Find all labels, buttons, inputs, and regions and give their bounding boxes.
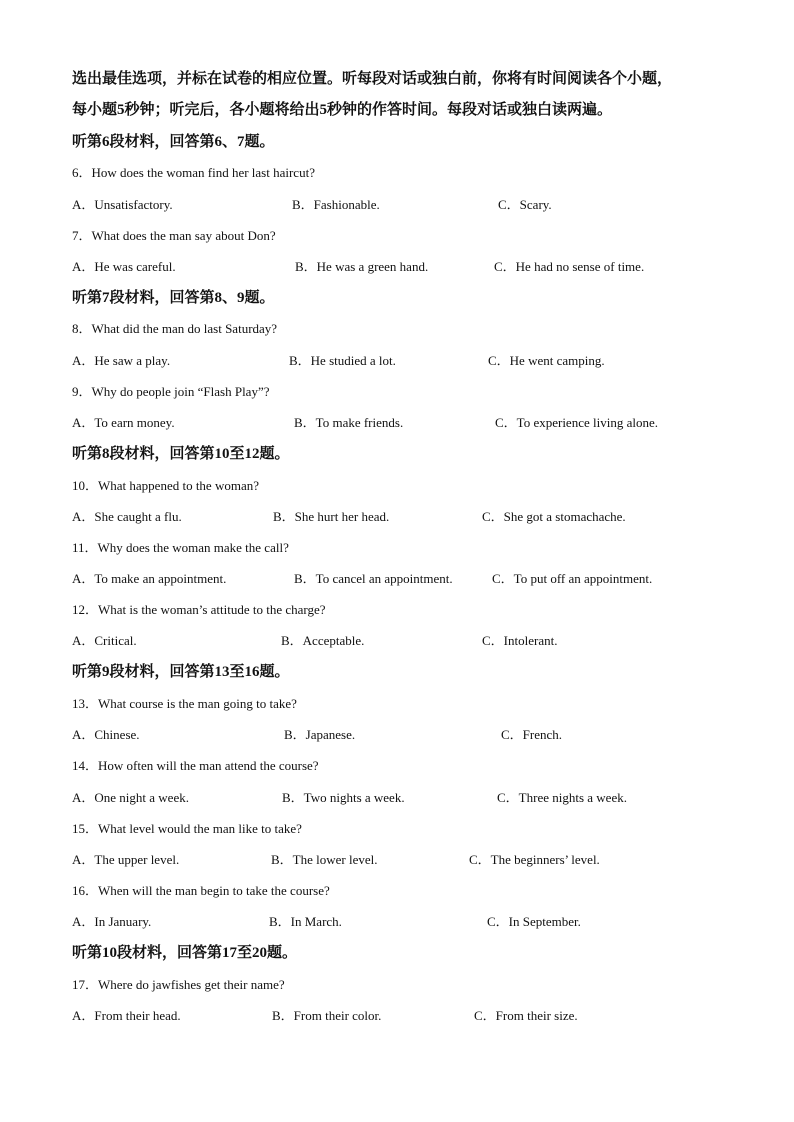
option-c[interactable]: C．Intolerant. [482, 633, 558, 648]
intro-line-1: 选出最佳选项，并标在试卷的相应位置。听每段对话或独白前，你将有时间阅读各个小题， [72, 71, 673, 87]
option-c[interactable]: C．To experience living alone. [495, 415, 658, 430]
option-b[interactable]: B．Fashionable. [292, 197, 380, 212]
question: 13．What course is the man going to take? [72, 696, 297, 711]
option-b[interactable]: B．Japanese. [284, 727, 356, 742]
section-header: 听第9段材料，回答第13至16题。 [72, 664, 290, 680]
option-b[interactable]: B．The lower level. [271, 852, 378, 867]
option-b[interactable]: B．To make friends. [294, 415, 404, 430]
option-a[interactable]: A．He was careful. [72, 259, 176, 274]
option-b[interactable]: B．In March. [269, 914, 342, 929]
option-b[interactable]: B．To cancel an appointment. [294, 571, 453, 586]
question: 17．Where do jawfishes get their name? [72, 977, 285, 992]
options-row [0, 256, 794, 274]
option-a[interactable]: A．To make an appointment. [72, 571, 227, 586]
options-row [0, 412, 794, 430]
question: 15．What level would the man like to take? [72, 821, 302, 836]
section-header: 听第7段材料，回答第8、9题。 [72, 290, 275, 306]
question: 7．What does the man say about Don? [72, 228, 276, 243]
option-c[interactable]: C．French. [501, 727, 563, 742]
option-c[interactable]: C．Scary. [498, 197, 552, 212]
option-c[interactable]: C．In September. [487, 914, 581, 929]
option-a[interactable]: A．Critical. [72, 633, 137, 648]
option-a[interactable]: A．In January. [72, 914, 152, 929]
section-header: 听第8段材料，回答第10至12题。 [72, 446, 290, 462]
option-b[interactable]: B．He studied a lot. [289, 353, 396, 368]
option-c[interactable]: C．She got a stomachache. [482, 509, 626, 524]
option-c[interactable]: C．He had no sense of time. [494, 259, 645, 274]
question: 12．What is the woman’s attitude to the charge? [72, 602, 326, 617]
section-header: 听第10段材料，回答第17至20题。 [72, 945, 298, 961]
option-a[interactable]: A．She caught a flu. [72, 509, 182, 524]
question: 16．When will the man begin to take the course? [72, 883, 330, 898]
option-a[interactable]: A．Unsatisfactory. [72, 197, 173, 212]
options-row [0, 630, 794, 648]
options-row [0, 911, 794, 929]
question: 8．What did the man do last Saturday? [72, 321, 278, 336]
question: 14．How often will the man attend the course? [72, 758, 319, 773]
option-a[interactable]: A．He saw a play. [72, 353, 171, 368]
option-b[interactable]: B．Acceptable. [281, 633, 365, 648]
options-row [0, 787, 794, 805]
options-row [0, 350, 794, 368]
option-a[interactable]: A．The upper level. [72, 852, 180, 867]
options-row [0, 849, 794, 867]
option-c[interactable]: C．To put off an appointment. [492, 571, 653, 586]
options-row [0, 568, 794, 586]
question: 6．How does the woman find her last haircut? [72, 165, 315, 180]
option-c[interactable]: C．He went camping. [488, 353, 605, 368]
section-header: 听第6段材料，回答第6、7题。 [72, 134, 275, 150]
options-row [0, 194, 794, 212]
intro-line-2: 每小题5秒钟；听完后，各小题将给出5秒钟的作答时间。每段对话或独白读两遍。 [72, 102, 613, 118]
option-b[interactable]: B．Two nights a week. [282, 790, 405, 805]
option-b[interactable]: B．He was a green hand. [295, 259, 429, 274]
option-a[interactable]: A．To earn money. [72, 415, 175, 430]
option-a[interactable]: A．One night a week. [72, 790, 189, 805]
question: 11．Why does the woman make the call? [72, 540, 289, 555]
option-c[interactable]: C．The beginners’ level. [469, 852, 600, 867]
option-b[interactable]: B．She hurt her head. [273, 509, 390, 524]
options-row [0, 506, 794, 524]
option-a[interactable]: A．From their head. [72, 1008, 181, 1023]
options-row [0, 724, 794, 742]
option-b[interactable]: B．From their color. [272, 1008, 382, 1023]
question: 9．Why do people join “Flash Play”? [72, 384, 270, 399]
option-a[interactable]: A．Chinese. [72, 727, 140, 742]
option-c[interactable]: C．From their size. [474, 1008, 578, 1023]
option-c[interactable]: C．Three nights a week. [497, 790, 627, 805]
options-row [0, 1005, 794, 1023]
question: 10．What happened to the woman? [72, 478, 259, 493]
